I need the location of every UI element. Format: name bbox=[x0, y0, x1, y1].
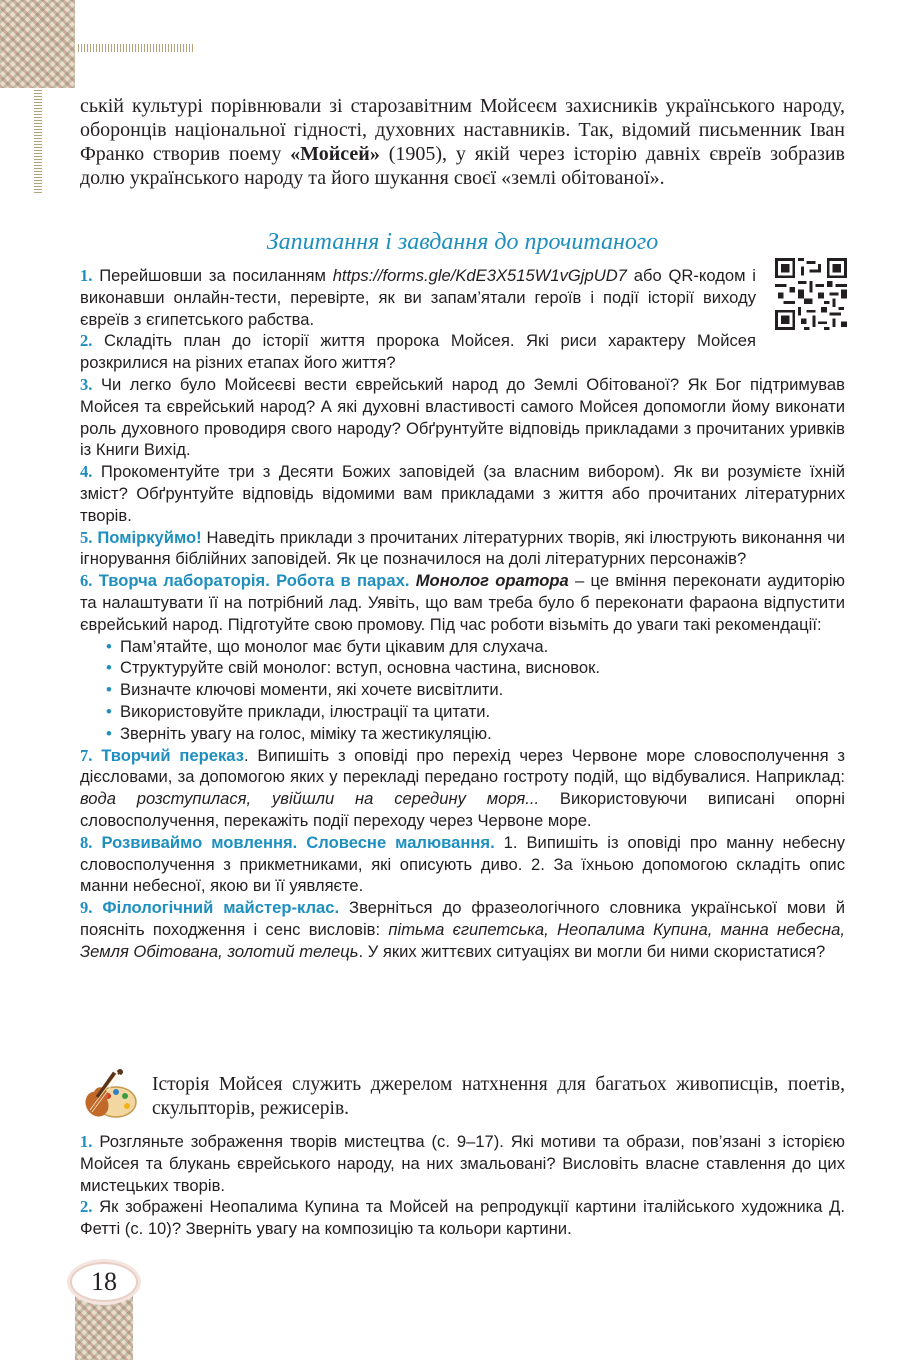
decorative-rule-vertical bbox=[34, 90, 42, 194]
art-task-1: 1. Розгляньте зображення творів мистецтва (с. 9–17). Які мотиви та образи, пов’язані з історією Мойсея та блукань єврейського народу, на них змальовані? Висловіть власне ставлення до цих мистецьких творів. bbox=[80, 1132, 845, 1195]
task-8: 8. Розвиваймо мовлення. Словесне малювання. 1. Випишіть із оповіді про манну небесну словосполучення з прикметниками, які описують диво. 2. За їхньою допомогою складіть опис манни небесної, якою ви її уявляєте. bbox=[80, 832, 845, 896]
decorative-rule bbox=[78, 44, 194, 52]
task-7: 7. Творчий переказ. Випишіть з оповіді про перехід через Червоне море словосполучення з дієсловами, за допомогою яких у перекладі передано гостроту подій, що відбувалися. Наприклад: вода розступилася, увійшли на середину моря... Використовуючи виписані опорні словосполучення, перекажіть події переходу через Червоне море. bbox=[80, 745, 845, 830]
art-task-2: 2. Як зображені Неопалима Купина та Мойсей на репродукції картини італійського художника Д. Фетті (с. 10)? Зверніть увагу на композицію та кольори картини. bbox=[80, 1197, 845, 1239]
list-item: • Використовуйте приклади, ілюстрації та цитати. bbox=[106, 701, 845, 723]
task-5: 5. Поміркуймо! Наведіть приклади з прочитаних літературних творів, які ілюструють виконання чи ігнорування біблійних заповідей. Як це позначилося на долі літературних персонажів? bbox=[80, 527, 845, 569]
task-3: 3. Чи легко було Мойсеєві вести єврейський народ до Землі Обітованої? Як Бог підтримував Мойсея та єврейський народ? А які духовні властивості самого Мойсея допомогли йому виконати роль духовного проводиря свого народу? Обґрунтуйте відповідь прикладами з прочитаних уривків із Книги Вихід. bbox=[80, 374, 845, 460]
violin-palette-icon bbox=[80, 1066, 138, 1122]
corner-ornament bbox=[0, 0, 75, 88]
intro-paragraph: ській культурі порівнювали зі старозавітним Мойсеєм захисників українського народу, оборонців національної гідності, духовних наставників. Так, відомий письменник Іван Франко створив поему «Мойсей» (1905), у якій через історію давніх євреїв зобразив долю українського народу та його шукання своєї «землі обітованої». bbox=[80, 95, 845, 189]
art-questions-list bbox=[80, 1131, 845, 1240]
art-intro: Історія Мойсея служить джерелом натхнення для багатьох живописців, поетів, скульпторів, режисерів. bbox=[152, 1074, 845, 1119]
list-item: • Визначте ключові моменти, які хочете висвітлити. bbox=[106, 679, 845, 701]
task-2: 2. Складіть план до історії життя пророка Мойсея. Які риси характеру Мойсея розкрилися на різних етапах його життя? bbox=[80, 331, 756, 373]
task-4: 4. Прокоментуйте три з Десяти Божих заповідей (за власним вибором). Як ви розумієте їхній зміст? Обґрунтуйте відповідь відомими вам прикладами з життя або прочитаних літературних творів. bbox=[80, 462, 845, 525]
list-item: • Пам’ятайте, що монолог має бути цікавим для слухача. bbox=[106, 636, 845, 658]
questions-list bbox=[80, 265, 845, 963]
recommendations-list bbox=[80, 636, 845, 745]
test-link[interactable]: https://forms.gle/KdE3X515W1vGjpUD7 bbox=[332, 266, 627, 285]
section-title: Запитання і завдання до прочитаного bbox=[266, 229, 659, 255]
list-item: • Зверніть увагу на голос, міміку та жестикуляцію. bbox=[106, 723, 845, 745]
task-6: 6. Творча лабораторія. Робота в парах. Монолог оратора – це вміння переконати аудиторію та налаштувати її на потрібний лад. Уявіть, що вам треба було б переконати фараона відпустити єврейський народ. Підготуйте свою промову. Під час роботи візьміть до уваги такі рекомендації: • Пам’ятайте, що монолог має бути цікавим для слухача. • Структуруйте свій монолог: вступ, основна частина, висновок. • Визначте ключові моменти, які хочете висвітлити. • Використовуйте приклади, ілюстрації та цитати. • Зверніть увагу на голос, міміку та жестикуляцію. bbox=[80, 570, 845, 744]
corner-ornament-bottom bbox=[75, 1295, 133, 1360]
task-9: 9. Філологічний майстер-клас. Зверніться до фразеологічного словника української мови й поясніть походження і сенс висловів: пітьма єгипетська, Неопалима Купина, манна небесна, Земля Обітована, золотий телець. У яких життєвих ситуаціях ви могли би ними скористатися? bbox=[80, 898, 845, 961]
task-1: 1. Перейшовши за посиланням https://forms.gle/KdE3X515W1vGjpUD7 або QR-кодом і виконавши онлайн-тести, перевірте, як ви запам’ятали героїв і події історії виходу євреїв з єгипетського рабства. bbox=[80, 266, 756, 329]
page-number: 18 bbox=[70, 1262, 138, 1302]
list-item: • Структуруйте свій монолог: вступ, основна частина, висновок. bbox=[106, 657, 845, 679]
poem-title: «Мойсей» bbox=[290, 143, 380, 165]
